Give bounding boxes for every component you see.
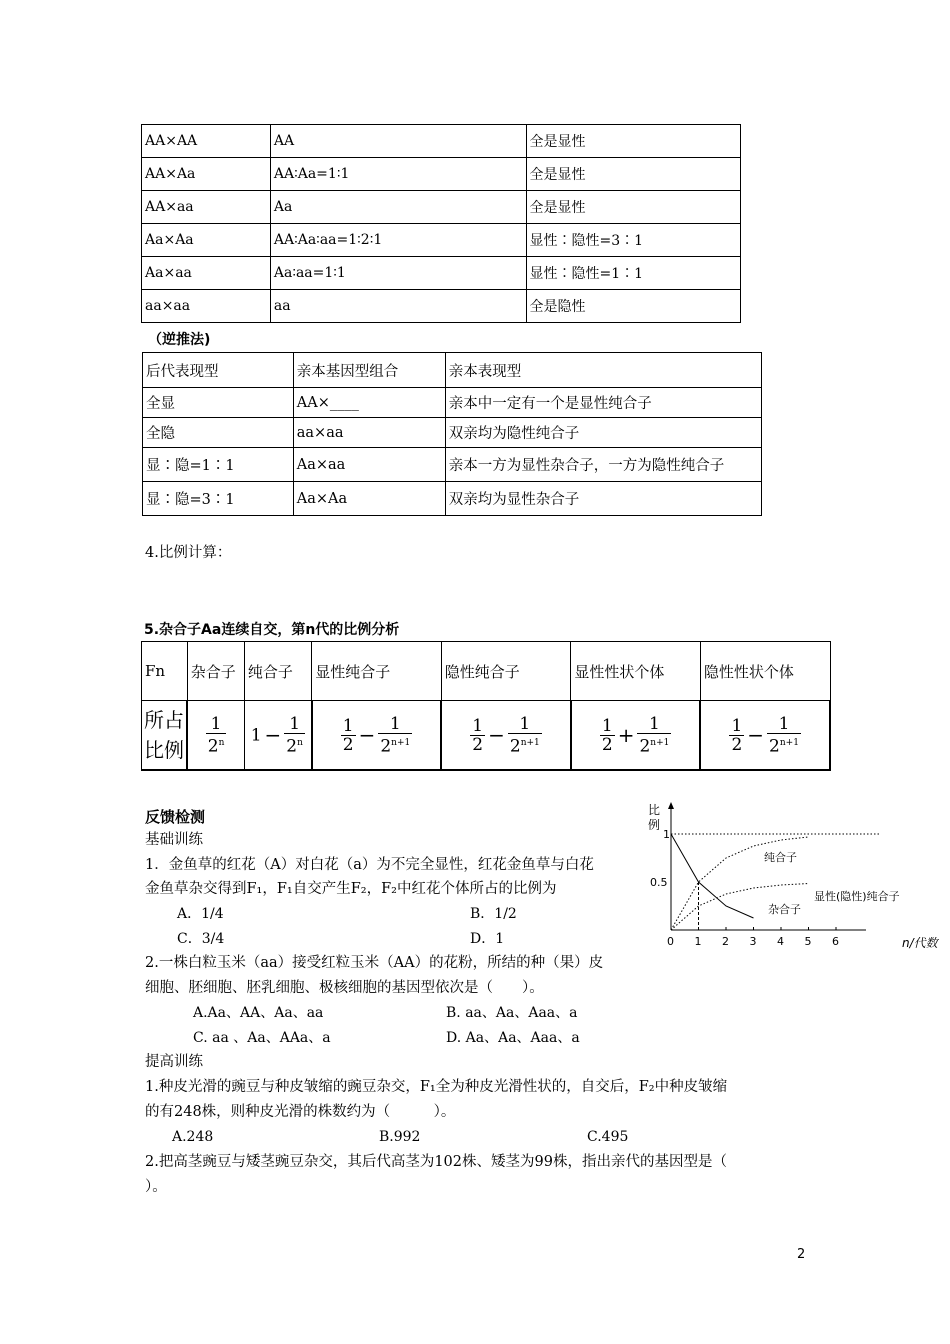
q1-option-c: C．3/4	[177, 931, 225, 947]
question-2-line-1: 2.一株白粒玉米（aa）接受红粒玉米（AA）的花粉，所结的种（果）皮	[145, 955, 604, 971]
reverse-row	[143, 418, 762, 448]
question-1-line-2: 金鱼草杂交得到F₁，F₁自交产生F₂，F₂中红花个体所占的比例为	[145, 881, 557, 897]
header-homozygote: 纯合子	[244, 642, 311, 701]
reverse-header-cell: 亲本表现型	[445, 353, 761, 388]
problem-2-line-1: 2.把高茎豌豆与矮茎豌豆杂交，其后代高茎为102株、矮茎为99株，指出亲代的基因型是（	[145, 1154, 727, 1170]
x-tick-label: 6	[832, 935, 839, 948]
offspring-phenotype-cell: 全是显性	[526, 158, 740, 191]
question-2-line-2: 细胞、胚细胞、胚乳细胞、极核细胞的基因型依次是（ ）。	[145, 980, 544, 996]
reverse-row	[143, 448, 762, 482]
problem-1-line-1: 1.种皮光滑的豌豆与种皮皱缩的豌豆杂交，F₁全为种皮光滑性状的，自交后，F₂中种皮皱缩	[145, 1079, 728, 1095]
ratio-header-row	[142, 642, 831, 701]
ratio-dominant-homozygote: $\frac{1}{2}$ − $\frac{1}{2^{n+1}}$	[312, 701, 442, 771]
q2-option-b: B. aa、Aa、Aaa、a	[446, 1005, 578, 1021]
ratio-recessive-trait: $\frac{1}{2}$ − $\frac{1}{2^{n+1}}$	[700, 701, 830, 771]
reverse-cell: 全显	[143, 388, 294, 418]
offspring-genotype-cell: Aa∶aa=1∶1	[270, 257, 526, 290]
series-label: 显性(隐性)纯合子	[814, 890, 900, 903]
page-number: 2	[797, 1247, 806, 1262]
row-label-ratio: 所占 比例	[142, 701, 188, 771]
cross-row	[142, 125, 741, 158]
p1-option-a: A.248	[172, 1129, 214, 1145]
fraction: $\frac{1}{2^n}$	[207, 713, 225, 757]
header-fn: Fn	[142, 642, 188, 701]
q1-option-a: A．1/4	[177, 906, 224, 922]
feedback-title: 反馈检测	[145, 808, 206, 826]
offspring-genotype-cell: Aa	[270, 191, 526, 224]
offspring-phenotype-cell: 全是显性	[526, 191, 740, 224]
cross-row	[142, 158, 741, 191]
x-tick-label: 3	[749, 935, 757, 948]
reverse-cell: Aa×aa	[293, 448, 445, 482]
ratio-dominant-trait: $\frac{1}{2}$ + $\frac{1}{2^{n+1}}$	[571, 701, 701, 771]
reverse-cell: 显∶隐=1∶1	[143, 448, 294, 482]
x-tick-label: 4	[777, 935, 784, 948]
reverse-cell: 双亲均为隐性纯合子	[445, 418, 761, 448]
offspring-phenotype-cell: 显性∶隐性=3∶1	[526, 224, 740, 257]
reverse-cell: Aa×Aa	[293, 482, 445, 516]
ratio-value-row	[142, 701, 831, 771]
reverse-row	[143, 482, 762, 516]
selfing-ratio-table	[141, 641, 831, 771]
chart-ylabel-1: 比	[648, 803, 661, 817]
offspring-phenotype-cell: 全是隐性	[526, 290, 740, 323]
offspring-genotype-cell: AA	[270, 125, 526, 158]
heterozygote-curve	[671, 834, 754, 918]
header-dominant-homozygote: 显性纯合子	[312, 642, 442, 701]
q2-option-a: A.Aa、AA、Aa、aa	[193, 1005, 324, 1021]
reverse-inference-table	[142, 352, 762, 516]
ratio-homozygote: 1 − $\frac{1}{2^n}$	[244, 701, 311, 771]
y-axis-arrow	[668, 802, 674, 809]
offspring-genotype-cell: AA∶Aa=1∶1	[270, 158, 526, 191]
basic-training-heading: 基础训练	[145, 832, 203, 848]
q2-option-c: C. aa 、Aa、AAa、a	[193, 1030, 331, 1046]
question-1-line-1: 1．金鱼草的红花（A）对白花（a）为不完全显性，红花金鱼草与白花	[145, 857, 594, 873]
x-tick-label: 2	[722, 935, 729, 948]
p1-option-c: C.495	[587, 1129, 629, 1145]
cross-cell: AA×AA	[142, 125, 271, 158]
reverse-header-cell: 亲本基因型组合	[293, 353, 445, 388]
ratio-recessive-homozygote: $\frac{1}{2}$ − $\frac{1}{2^{n+1}}$	[441, 701, 571, 771]
q2-option-d: D. Aa、Aa、Aaa、a	[446, 1030, 580, 1046]
x-tick-label: 0	[667, 935, 674, 948]
reverse-cell: aa×aa	[293, 418, 445, 448]
x-tick-label: 5	[804, 935, 812, 948]
advanced-training-heading: 提高训练	[145, 1054, 203, 1070]
chart-ylabel-2: 例	[648, 818, 661, 832]
reverse-cell: 亲本中一定有一个是显性纯合子	[445, 388, 761, 418]
x-tick-label: 1	[694, 935, 702, 948]
cross-row	[142, 191, 741, 224]
header-recessive-trait: 隐性性状个体	[700, 642, 830, 701]
problem-2-line-2: ）。	[145, 1179, 167, 1195]
series-label: 杂合子	[768, 903, 801, 916]
cross-cell: aa×aa	[142, 290, 271, 323]
cross-row	[142, 257, 741, 290]
selfing-ratio-chart	[644, 800, 944, 950]
problem-1-line-2: 的有248株，则种皮光滑的株数约为（ ）。	[145, 1104, 456, 1120]
reverse-cell: AA×____	[293, 388, 445, 418]
q1-option-d: D．1	[470, 931, 505, 947]
reverse-cell: 双亲均为显性杂合子	[445, 482, 761, 516]
offspring-genotype-cell: aa	[270, 290, 526, 323]
chart-xlabel: n/代数	[902, 936, 938, 950]
reverse-row	[143, 388, 762, 418]
cross-cell: Aa×Aa	[142, 224, 271, 257]
cross-cell: AA×aa	[142, 191, 271, 224]
p1-option-b: B.992	[379, 1129, 421, 1145]
reverse-header-row	[143, 353, 762, 388]
reverse-method-label: （逆推法)	[148, 332, 211, 348]
series-label: 纯合子	[764, 851, 797, 864]
header-recessive-homozygote: 隐性纯合子	[441, 642, 571, 701]
offspring-genotype-cell: AA∶Aa∶aa=1∶2∶1	[270, 224, 526, 257]
cross-row	[142, 290, 741, 323]
header-dominant-trait: 显性性状个体	[571, 642, 701, 701]
reverse-cell: 全隐	[143, 418, 294, 448]
cross-result-table	[141, 124, 741, 323]
section-5-heading: 5.杂合子Aa连续自交，第n代的比例分析	[144, 622, 400, 638]
y-tick-label: 0.5	[650, 876, 668, 889]
ratio-heterozygote	[187, 701, 244, 771]
offspring-phenotype-cell: 显性∶隐性=1∶1	[526, 257, 740, 290]
section-4-heading: 4.比例计算：	[145, 545, 232, 561]
cross-cell: Aa×aa	[142, 257, 271, 290]
q1-option-b: B．1/2	[470, 906, 517, 922]
reverse-cell: 显∶隐=3∶1	[143, 482, 294, 516]
reverse-cell: 亲本一方为显性杂合子，一方为隐性纯合子	[445, 448, 761, 482]
header-heterozygote: 杂合子	[187, 642, 244, 701]
cross-row	[142, 224, 741, 257]
y-tick-label: 1	[663, 828, 670, 841]
reverse-header-cell: 后代表现型	[143, 353, 294, 388]
cross-cell: AA×Aa	[142, 158, 271, 191]
offspring-phenotype-cell: 全是显性	[526, 125, 740, 158]
